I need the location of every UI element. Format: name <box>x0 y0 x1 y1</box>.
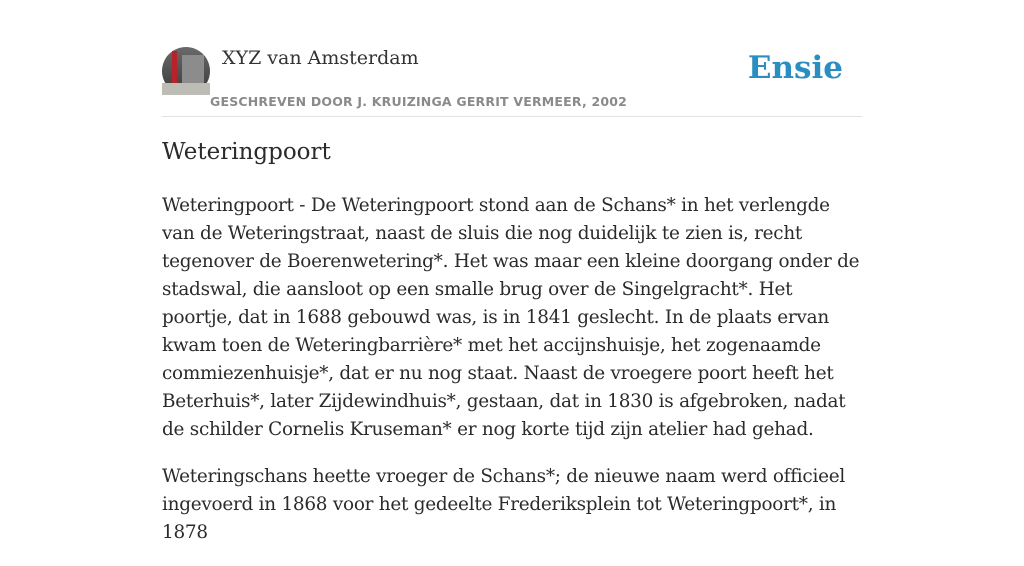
avatar-photo-detail <box>172 51 177 87</box>
article-header <box>162 44 862 117</box>
author-avatar[interactable] <box>162 47 210 95</box>
ensie-logo[interactable]: Ensie <box>747 50 843 86</box>
article-title: Weteringpoort <box>162 139 331 165</box>
avatar-photo-detail <box>182 55 204 83</box>
article-paragraph: Weteringschans heette vroeger de Schans*; de nieuwe naam werd officieel ingevoerd in 1868 voor het gedeelte Frederiksplein tot Weteringpoort*, in 1878 <box>162 466 845 543</box>
avatar-photo-detail <box>162 83 210 95</box>
author-name-link[interactable]: XYZ van Amsterdam <box>222 47 419 69</box>
byline: GESCHREVEN DOOR J. KRUIZINGA GERRIT VERMEER, 2002 <box>210 94 628 109</box>
article-body <box>162 192 862 566</box>
article-paragraph: Weteringpoort - De Weteringpoort stond aan de Schans* in het verlengde van de Weteringstraat, naast de sluis die nog duidelijk te zien is, recht tegenover de Boerenwetering*. Het was maar een kleine doorgang onder de stadswal, die aansloot op een smalle brug over de Singelgracht*. Het poortje, dat in 1688 gebouwd was, is in 1841 geslecht. In de plaats ervan kwam toen de Weteringbarrière* met het accijnshuisje, het zogenaamde commiezenhuisje*, dat er nu nog staat. Naast de vroegere poort heeft het Beterhuis*, later Zijdewindhuis*, gestaan, dat in 1830 is afgebroken, nadat de schilder Cornelis Kruseman* er nog korte tijd zijn atelier had gehad. <box>162 195 860 440</box>
